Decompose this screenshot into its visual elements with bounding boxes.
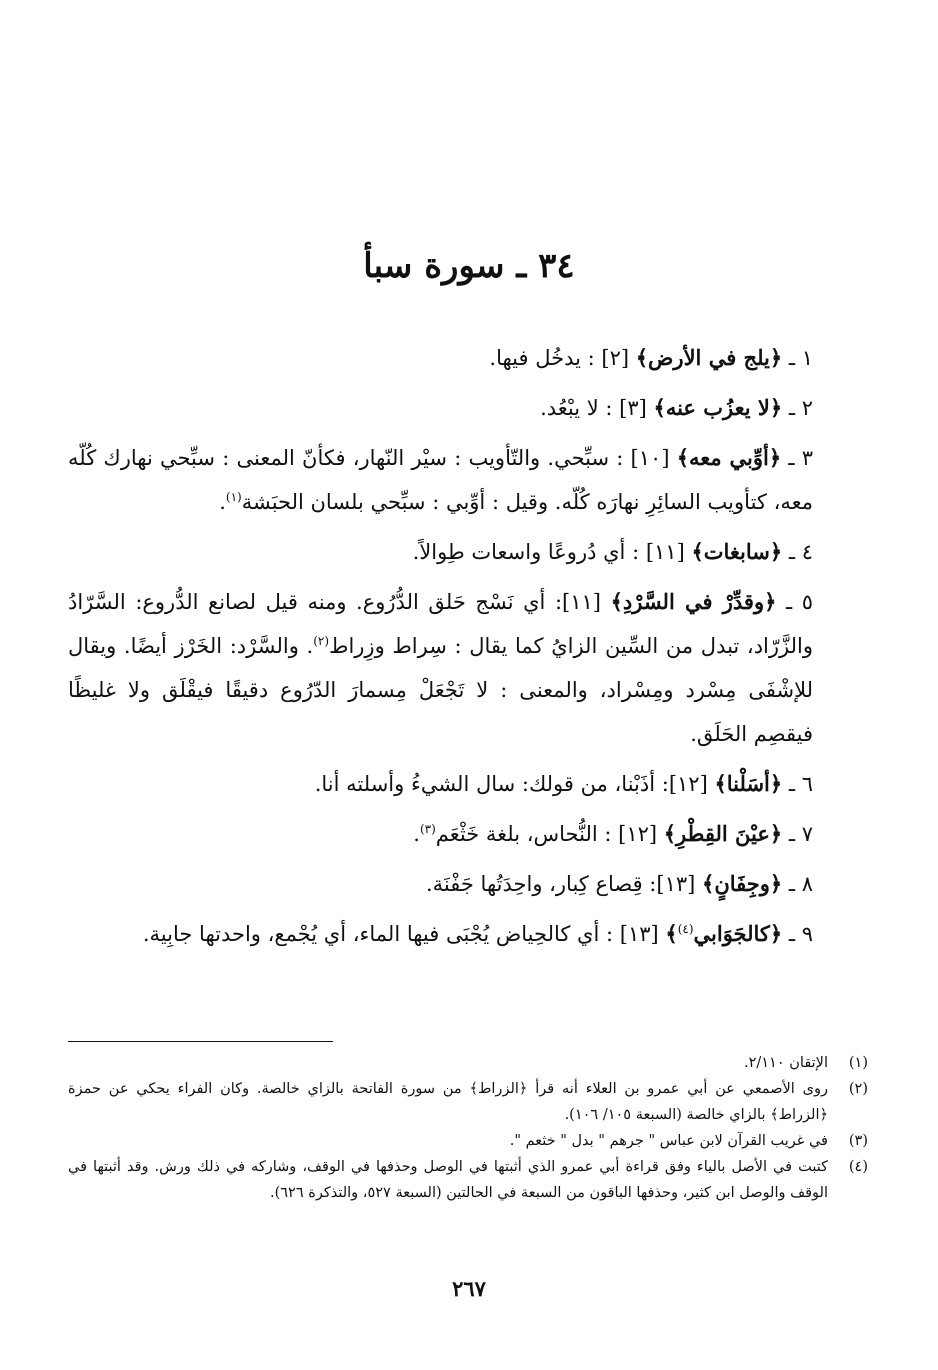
footnote-text: روى الأصمعي عن أبي عمرو بن العلاء أنه قرأ ﴿الزراط﴾ من سورة الفاتحة بالزاي خالصة. وكان الفراء يحكي عن حمزة ﴿الزراط﴾ بالزاي خالصة (السبعة ١٠٥/ ١٠٦). (68, 1081, 828, 1123)
entry-text: [١١] : أي دُروعًا واسعات طِوالاً. (412, 540, 692, 564)
footnotes (68, 1050, 868, 1206)
quran-quote: ﴿وقدِّرْ في السَّرْدِ﴾ (610, 589, 777, 614)
footnote-3 (68, 1128, 868, 1154)
entry-3 (68, 436, 813, 524)
footnote-1 (68, 1050, 868, 1076)
entry-2 (68, 386, 813, 430)
entry-text: [١٣]: قِصاع كِبار، واحِدَتُها جَفْنَة. (426, 872, 703, 896)
quran-quote-end: ﴾ (665, 921, 678, 946)
entry-4 (68, 530, 813, 574)
footnote-4 (68, 1154, 868, 1206)
quran-quote: ﴿عيْنَ القِطْرِ﴾ (663, 821, 783, 846)
entry-number: ١ ـ (788, 346, 813, 370)
footnote-ref[interactable]: (٤) (677, 922, 694, 936)
entry-number: ٣ ـ (788, 446, 813, 470)
entry-text: [١٣] : أي كالحِياض يُجْبَى فيها الماء، أي يُجْمع، واحدتها جابِية. (142, 922, 666, 946)
entry-8 (68, 862, 813, 906)
entry-number: ٦ ـ (788, 772, 813, 796)
entry-number: ٨ ـ (788, 872, 813, 896)
entry-1 (68, 336, 813, 380)
entry-9 (68, 912, 813, 956)
quran-quote: ﴿أوِّبي معه﴾ (676, 445, 782, 470)
entry-7 (68, 812, 813, 856)
entry-number: ٢ ـ (788, 396, 813, 420)
entry-text-tail: . والسَّرْد: الخَرْز أيضًا. ويقال للإشْفَى مِسْرد ومِسْراد، والمعنى : لا تَجْعَلْ مِسمارَ الدّرُوع دقيقًا فيقْلَق ولا غليظًا فيقصِم الحَلَق. (68, 634, 813, 746)
entries-list (68, 336, 813, 962)
footnote-text: الإتقان ٢/١١٠. (743, 1055, 828, 1071)
quran-quote: ﴿كالجَوَابي (693, 921, 783, 946)
entry-number: ٩ ـ (788, 922, 813, 946)
entry-text: [١٠] : سبِّحي. والتّأويب : سيْر النّهار، فكأنّ المعنى : سبِّحي نهارك كُلّه معه، كتأويب السائِرِ نهارَه كُلّه. وقيل : أوِّبي : سبِّحي بلسان الحبَشة (68, 446, 813, 514)
entry-text: [١٢]: أذَبْنا، من قولك: سال الشيءُ وأسلته أنا. (314, 772, 715, 796)
entry-text: [١١]: أي نَسْج حَلق الدُّرُوع. ومنه قيل لصانع الدُّروع: السَّرّادُ والزَّرّاد، تبدل من السِّين الزايُ كما يقال : سِراط وزِراط (68, 590, 813, 658)
footnote-ref[interactable]: (٣) (419, 822, 436, 836)
entry-6 (68, 762, 813, 806)
footnote-ref[interactable]: (١) (225, 490, 242, 504)
footnote-mark: (٣) (848, 1133, 868, 1149)
footnote-text: في غريب القرآن لابن عباس " جرهم " بدل " خثعم ". (509, 1133, 828, 1149)
quran-quote: ﴿وجِفَانٍ﴾ (702, 871, 783, 896)
quran-quote: ﴿سابغات﴾ (691, 539, 783, 564)
footnote-mark: (١) (848, 1055, 868, 1071)
entry-text-tail: . (413, 822, 420, 846)
page-number: ٢٦٧ (452, 1276, 486, 1301)
footnote-mark: (٢) (848, 1081, 868, 1097)
entry-number: ٤ ـ (788, 540, 813, 564)
entry-number: ٧ ـ (788, 822, 813, 846)
footnote-text: كتبت في الأصل بالياء وفق قراءة أبي عمرو الذي أثبتها في الوصل وحذفها في الوقف، وشاركه في ذلك ورش. وقد أثبتها في الوقف والوصل ابن كثير، وحذفها الباقون من السبعة في الحالتين (السبعة ٥٢٧، والتذكرة ٦٢٦). (68, 1159, 828, 1201)
entry-text: [٣] : لا يبْعُد. (540, 396, 654, 420)
entry-text: [١٢] : النُّحاس، بلغة خَثْعَم (435, 822, 664, 846)
entry-5 (68, 580, 813, 756)
footnote-ref[interactable]: (٢) (313, 634, 330, 648)
entry-text-tail: . (219, 490, 226, 514)
quran-quote: ﴿أسَلْنا﴾ (714, 771, 783, 796)
entry-number: ٥ ـ (785, 590, 813, 614)
footnote-2 (68, 1076, 868, 1128)
footnote-divider (68, 1041, 333, 1042)
footnote-mark: (٤) (848, 1159, 868, 1175)
entry-text: [٢] : يدخُل فيها. (489, 346, 636, 370)
quran-quote: ﴿يلج في الأرض﴾ (635, 345, 783, 370)
quran-quote: ﴿لا يعزُب عنه﴾ (653, 395, 783, 420)
surah-title: ٣٤ ـ سورة سبأ (363, 246, 575, 286)
